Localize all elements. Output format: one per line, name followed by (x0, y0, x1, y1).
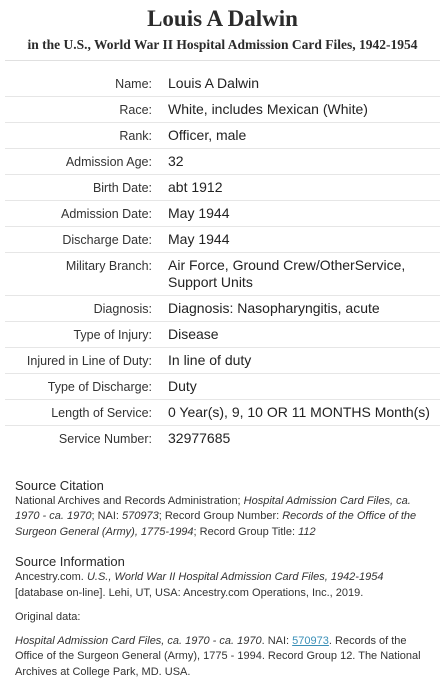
record-row-line-of-duty (5, 348, 440, 374)
record-header (0, 0, 445, 61)
field-label: Race: (119, 103, 152, 117)
field-label: Discharge Date: (62, 233, 152, 247)
field-label: Service Number: (58, 432, 152, 446)
field-label: Name: (115, 77, 152, 91)
field-label: Type of Discharge: (47, 380, 152, 394)
field-label: Birth Date: (92, 181, 152, 195)
source-information-heading: Source Information (15, 554, 125, 570)
record-row-admission-age (5, 149, 440, 175)
field-value: White, includes Mexican (White) (168, 101, 368, 117)
field-value: May 1944 (168, 205, 230, 221)
source-citation-heading: Source Citation (15, 477, 104, 493)
record-row-length-of-service (5, 400, 440, 426)
record-row-type-of-injury (5, 322, 440, 348)
field-label: Admission Age: (65, 155, 152, 169)
field-value: Diagnosis: Nasopharyngitis, acute (168, 300, 380, 316)
record-row-military-branch (5, 253, 440, 296)
original-data-text: Hospital Admission Card Files, ca. 1970 - ca. 1970. NAI: 570973. Records of the Office of the Surgeon General (Army), 1775 - 1994. Record Group 12. The National Archives at College Park, MD. USA. (15, 634, 421, 678)
record-table (5, 71, 440, 452)
original-data (0, 610, 445, 680)
source-information-text: Ancestry.com. U.S., World War II Hospital Admission Card Files, 1942-1954 [database on-line]. Lehi, UT, USA: Ancestry.com Operations, Inc., 2019. (15, 571, 384, 599)
field-label: Length of Service: (51, 406, 152, 420)
source-information (0, 553, 445, 601)
field-label: Admission Date: (60, 207, 152, 221)
record-row-name (5, 71, 440, 97)
field-value: Louis A Dalwin (168, 75, 260, 91)
field-value: Duty (168, 378, 197, 394)
field-value: May 1944 (168, 231, 230, 247)
source-citation (0, 477, 445, 541)
original-data-heading: Original data: (15, 611, 81, 624)
nai-link[interactable]: 570973 (292, 634, 329, 647)
source-citation-text: National Archives and Records Administration; Hospital Admission Card Files, ca. 1970 - ca. 1970; NAI: 570973; Record Group Number: Records of the Office of the Surgeon General (Army), 1775-1994; Record Group Title: 112 (15, 494, 417, 538)
record-row-type-of-discharge (5, 374, 440, 400)
field-value: 32977685 (168, 430, 231, 446)
field-value: 0 Year(s), 9, 10 OR 11 MONTHS Month(s) (168, 404, 430, 420)
field-value: abt 1912 (168, 179, 223, 195)
collection-subtitle: in the U.S., World War II Hospital Admission Card Files, 1942-1954 (27, 37, 418, 52)
record-row-race (5, 97, 440, 123)
field-label: Injured in Line of Duty: (26, 354, 152, 368)
divider (5, 60, 440, 61)
field-label: Rank: (119, 129, 152, 143)
field-label: Military Branch: (65, 259, 152, 273)
record-row-birth-date (5, 175, 440, 201)
field-value: Disease (168, 326, 219, 342)
record-row-admission-date (5, 201, 440, 227)
record-row-service-number (5, 426, 440, 452)
record-row-rank (5, 123, 440, 149)
field-label: Type of Injury: (73, 328, 152, 342)
field-value: 32 (168, 153, 184, 169)
page-title: Louis A Dalwin (147, 6, 298, 31)
field-label: Diagnosis: (93, 302, 152, 316)
field-value: Air Force, Ground Crew/OtherService, Support Units (168, 257, 406, 290)
field-value: In line of duty (168, 352, 252, 368)
field-value: Officer, male (168, 127, 247, 143)
record-row-discharge-date (5, 227, 440, 253)
record-row-diagnosis (5, 296, 440, 322)
